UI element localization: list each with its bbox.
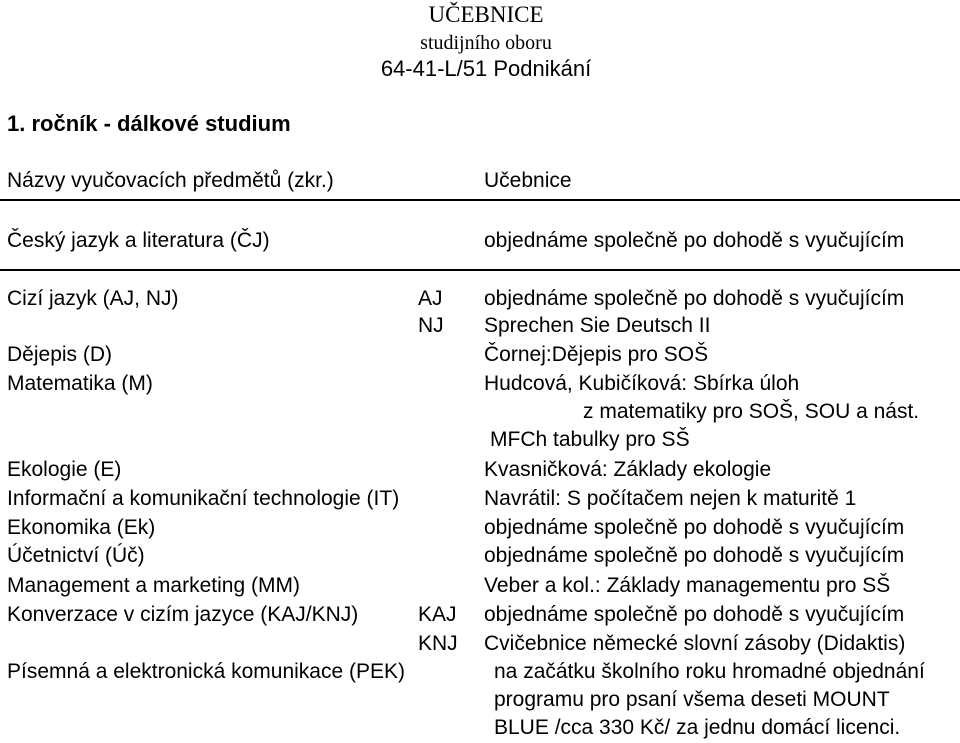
subject-matematika: Matematika (M) bbox=[7, 372, 153, 395]
book-aj: objednáme společně po dohodě s vyučujícím bbox=[484, 287, 905, 310]
document-subtitle: studijního oboru bbox=[420, 32, 552, 54]
subject-it: Informační a komunikační technologie (IT) bbox=[7, 487, 400, 510]
book-management: Veber a kol.: Základy managementu pro SŠ bbox=[484, 574, 891, 597]
lang-nj: NJ bbox=[418, 314, 444, 337]
subject-ekonomika: Ekonomika (Ek) bbox=[7, 516, 156, 539]
book-knj: Cvičebnice německé slovní zásoby (Didaktis) bbox=[484, 632, 906, 655]
book-matematika-2: z matematiky pro SOŠ, SOU a nást. bbox=[583, 400, 920, 423]
header-textbooks: Učebnice bbox=[484, 169, 572, 192]
subject-dejepis: Dějepis (D) bbox=[7, 343, 113, 366]
book-ekologie: Kvasničková: Základy ekologie bbox=[484, 458, 772, 481]
book-ucetnictvi: objednáme společně po dohodě s vyučujícím bbox=[484, 544, 905, 567]
book-dejepis: Čornej:Dějepis pro SOŠ bbox=[484, 343, 709, 366]
header-divider bbox=[0, 199, 960, 201]
book-cj: objednáme společně po dohodě s vyučujícím bbox=[484, 229, 905, 252]
subject-ekologie: Ekologie (E) bbox=[7, 458, 122, 481]
book-ekonomika: objednáme společně po dohodě s vyučujícím bbox=[484, 516, 905, 539]
document-title: UČEBNICE bbox=[428, 2, 544, 27]
book-matematika-1: Hudcová, Kubičíková: Sbírka úloh bbox=[484, 372, 800, 395]
lang-aj: AJ bbox=[418, 287, 443, 310]
book-matematika-3: MFCh tabulky pro SŠ bbox=[490, 428, 690, 451]
section-title: 1. ročník - dálkové studium bbox=[7, 111, 291, 136]
book-pek-1: na začátku školního roku hromadné objednání bbox=[494, 660, 925, 683]
book-pek-3: BLUE /cca 330 Kč/ za jednu domácí licenci. bbox=[494, 716, 901, 739]
subject-ucetnictvi: Účetnictví (Úč) bbox=[7, 544, 145, 567]
book-it: Navrátil: S počítačem nejen k maturitě 1 bbox=[484, 487, 857, 510]
book-kaj: objednáme společně po dohodě s vyučujícím bbox=[484, 603, 905, 626]
subject-pek: Písemná a elektronická komunikace (PEK) bbox=[7, 660, 406, 683]
subject-konverzace: Konverzace v cizím jazyce (KAJ/KNJ) bbox=[7, 603, 359, 626]
subject-management: Management a marketing (MM) bbox=[7, 574, 300, 597]
subject-cizi-jazyk: Cizí jazyk (AJ, NJ) bbox=[7, 287, 179, 310]
lang-kaj: KAJ bbox=[418, 603, 457, 626]
book-nj: Sprechen Sie Deutsch II bbox=[484, 314, 711, 337]
row-divider bbox=[0, 269, 960, 271]
field-of-study: 64-41-L/51 Podnikání bbox=[380, 56, 592, 81]
header-subjects: Názvy vyučovacích předmětů (zkr.) bbox=[7, 169, 334, 192]
book-pek-2: programu pro psaní všema deseti MOUNT bbox=[494, 688, 890, 711]
lang-knj: KNJ bbox=[418, 632, 458, 655]
subject-cj: Český jazyk a literatura (ČJ) bbox=[7, 229, 270, 252]
